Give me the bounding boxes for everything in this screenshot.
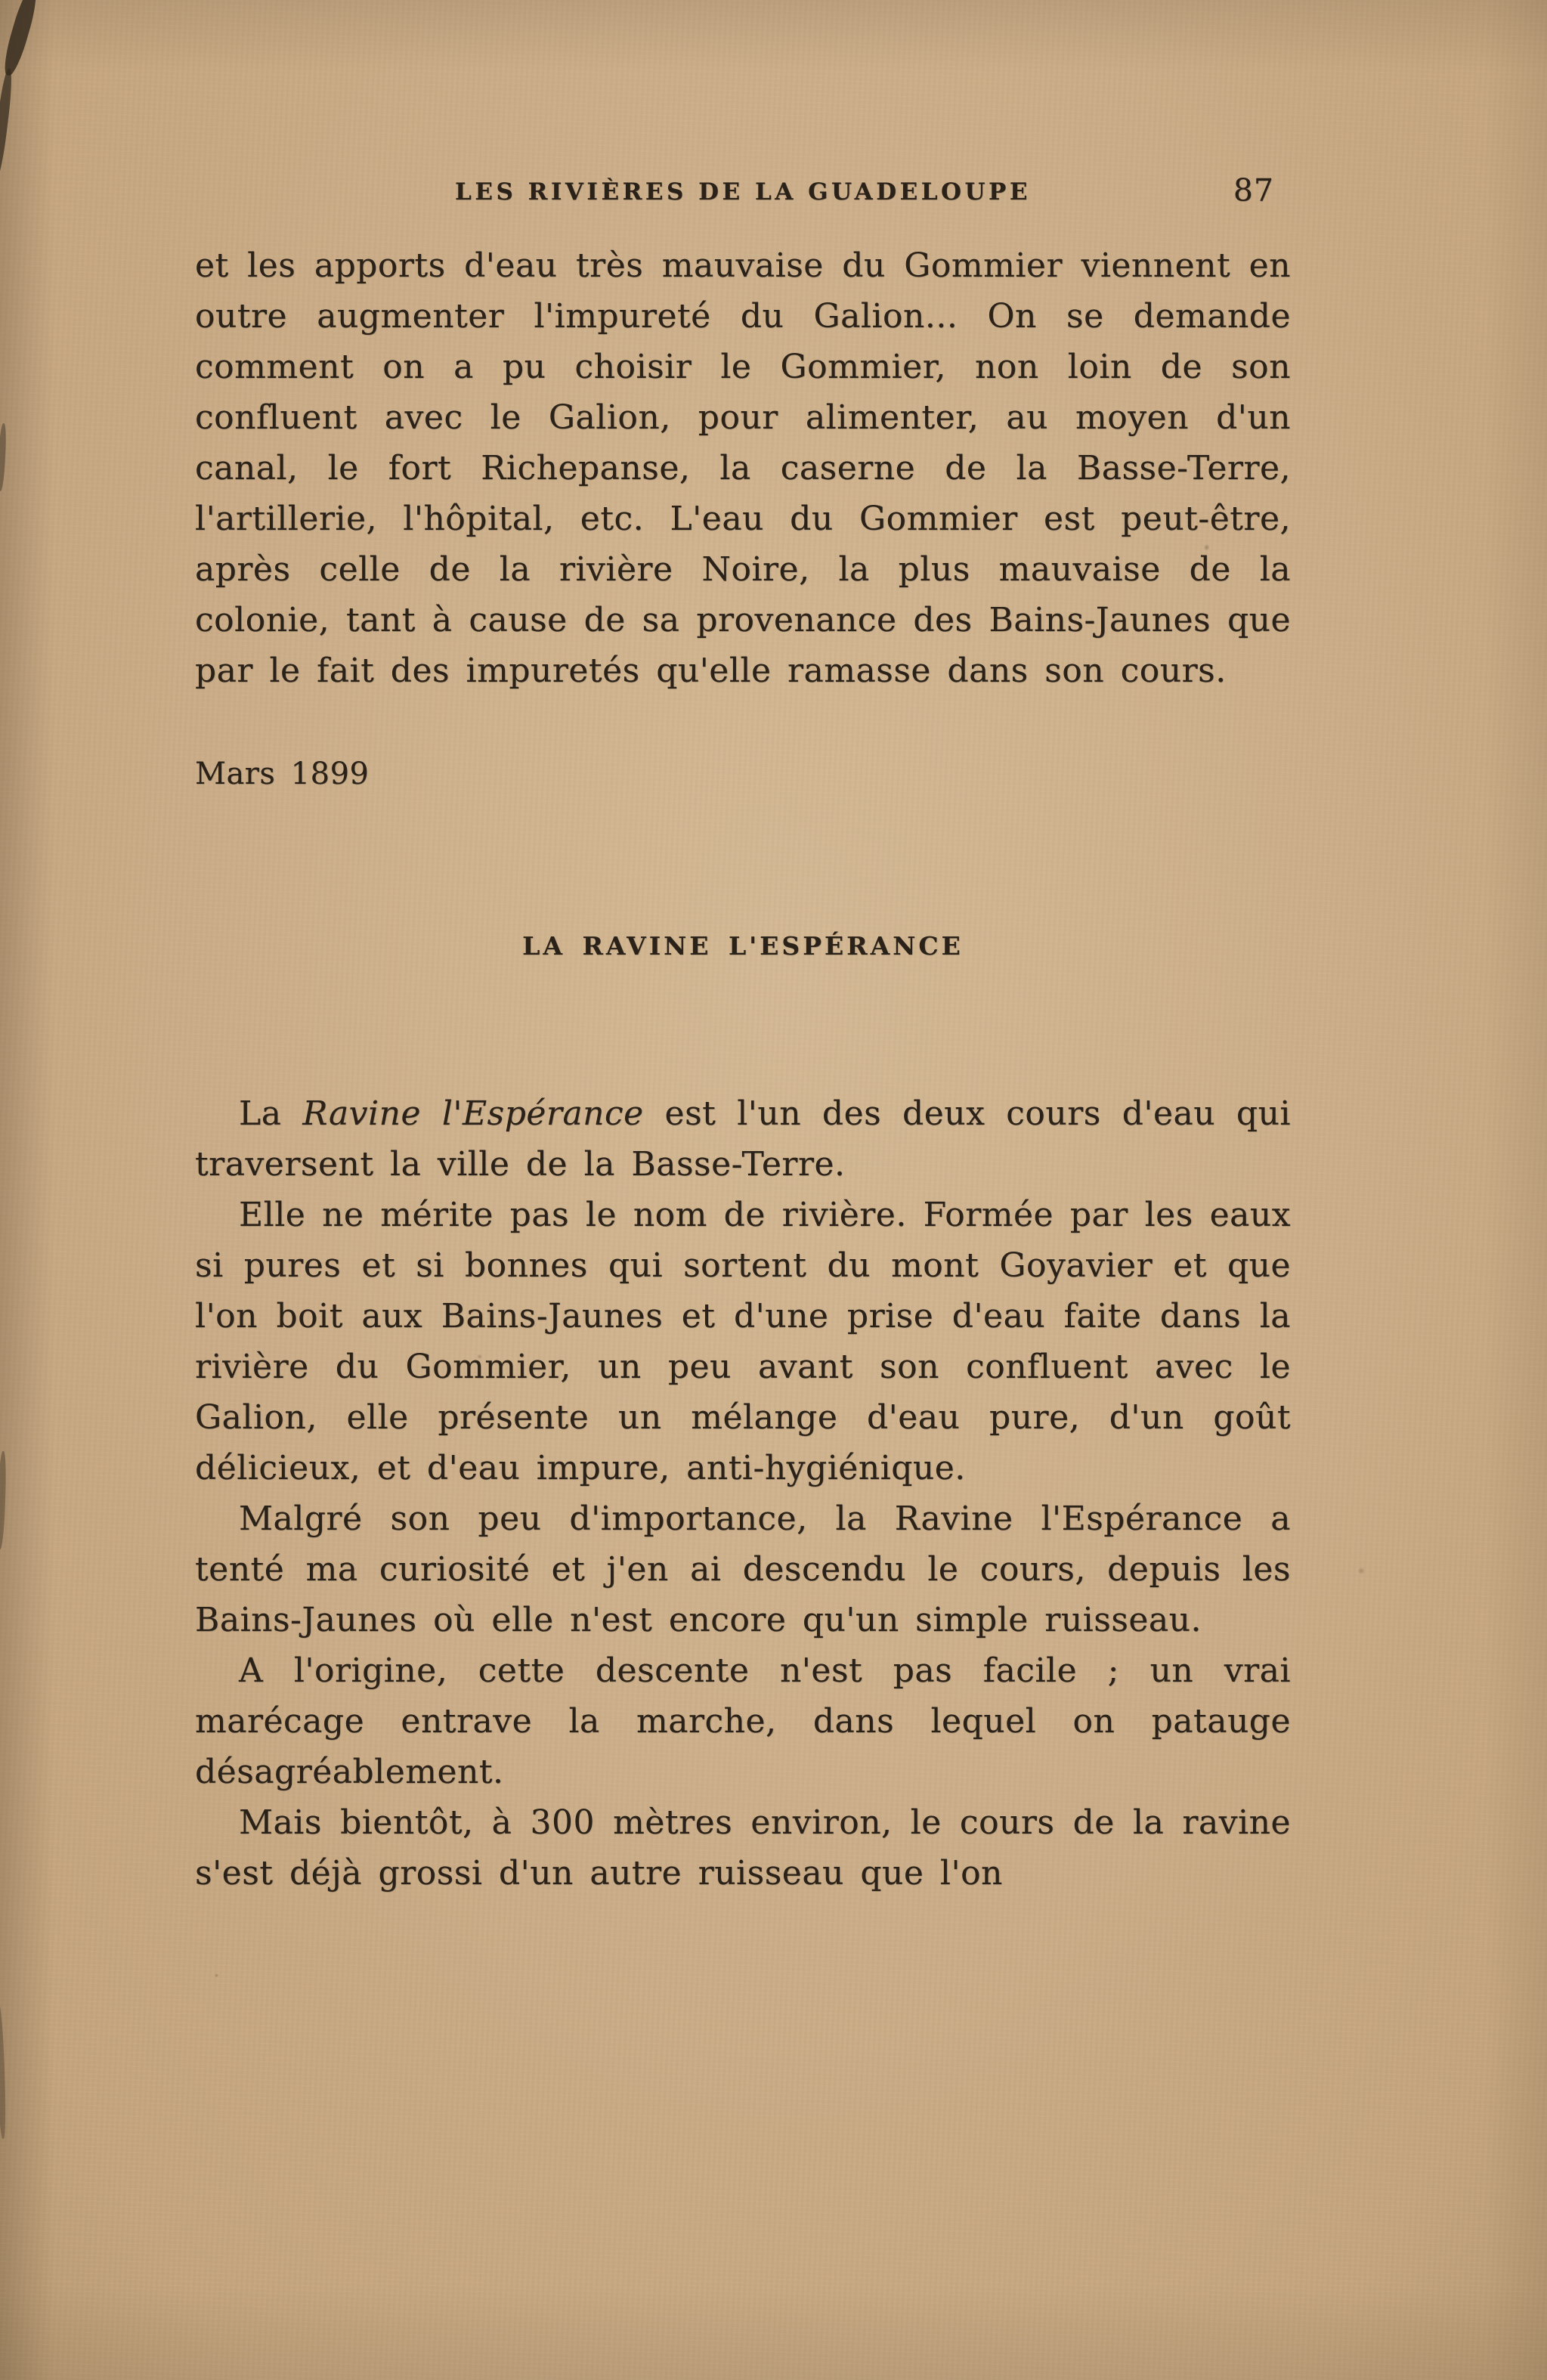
body-paragraph-melange: Elle ne mérite pas le nom de rivière. Formée par les eaux si pures et si bonnes qui sortent du mont Goyavier et que l'on boit aux Bains-Jaunes et d'une prise d'eau faite dans la rivière du Gommier, un peu avant son confluent avec le Galion, elle présente un mélange d'eau pure, d'un goût délicieux, et d'eau impure, anti-hygiénique. (195, 1196, 1291, 1487)
scan-artifact (0, 68, 14, 182)
page-number: 87 (1233, 172, 1274, 209)
scan-artifact (0, 1451, 7, 1549)
running-header (195, 172, 1291, 218)
paragraph-text: est l'un des deux cours d'eau qui traversent la ville de la Basse-Terre. (195, 1094, 1291, 1184)
paragraph-text: La (239, 1094, 303, 1133)
scan-artifact (0, 2003, 7, 2139)
body-paragraph-origine: A l'origine, cette descente n'est pas facile ; un vrai marécage entrave la marche, dans lequel on patauge désagréablement. (195, 1651, 1291, 1791)
italic-river-name: Ravine l'Espérance (302, 1094, 644, 1133)
scan-artifact (0, 423, 7, 491)
scan-artifact (0, 0, 41, 78)
body-paragraph-curiosite: Malgré son peu d'importance, la Ravine l'Espérance a tenté ma curiosité et j'en ai descendu le cours, depuis les Bains-Jaunes où elle n'est encore qu'un simple ruisseau. (195, 1499, 1291, 1639)
body-paragraph-bientot: Mais bientôt, à 300 mètres environ, le cours de la ravine s'est déjà grossi d'un autre ruisseau que l'on (195, 1803, 1291, 1893)
date-line: Mars 1899 (195, 757, 370, 791)
running-title: LES RIVIÈRES DE LA GUADELOUPE (455, 178, 1031, 206)
section-heading: LA RAVINE L'ESPÉRANCE (522, 931, 964, 961)
body-paragraph-ravine (195, 1088, 1291, 1190)
page-text-block (195, 240, 1291, 1899)
body-paragraph-continuation: et les apports d'eau très mauvaise du Gommier viennent en outre augmenter l'impureté du Galion... On se demande comment on a pu choisir le Gommier, non loin de son confluent avec le Galion, pour alimenter, au moyen d'un canal, le fort Richepanse, la caserne de la Basse-Terre, l'artillerie, l'hôpital, etc. L'eau du Gommier est peut-être, après celle de la rivière Noire, la plus mauvaise de la colonie, tant à cause de sa provenance des Bains-Jaunes que par le fait des impuretés qu'elle ramasse dans son cours. (195, 246, 1291, 690)
